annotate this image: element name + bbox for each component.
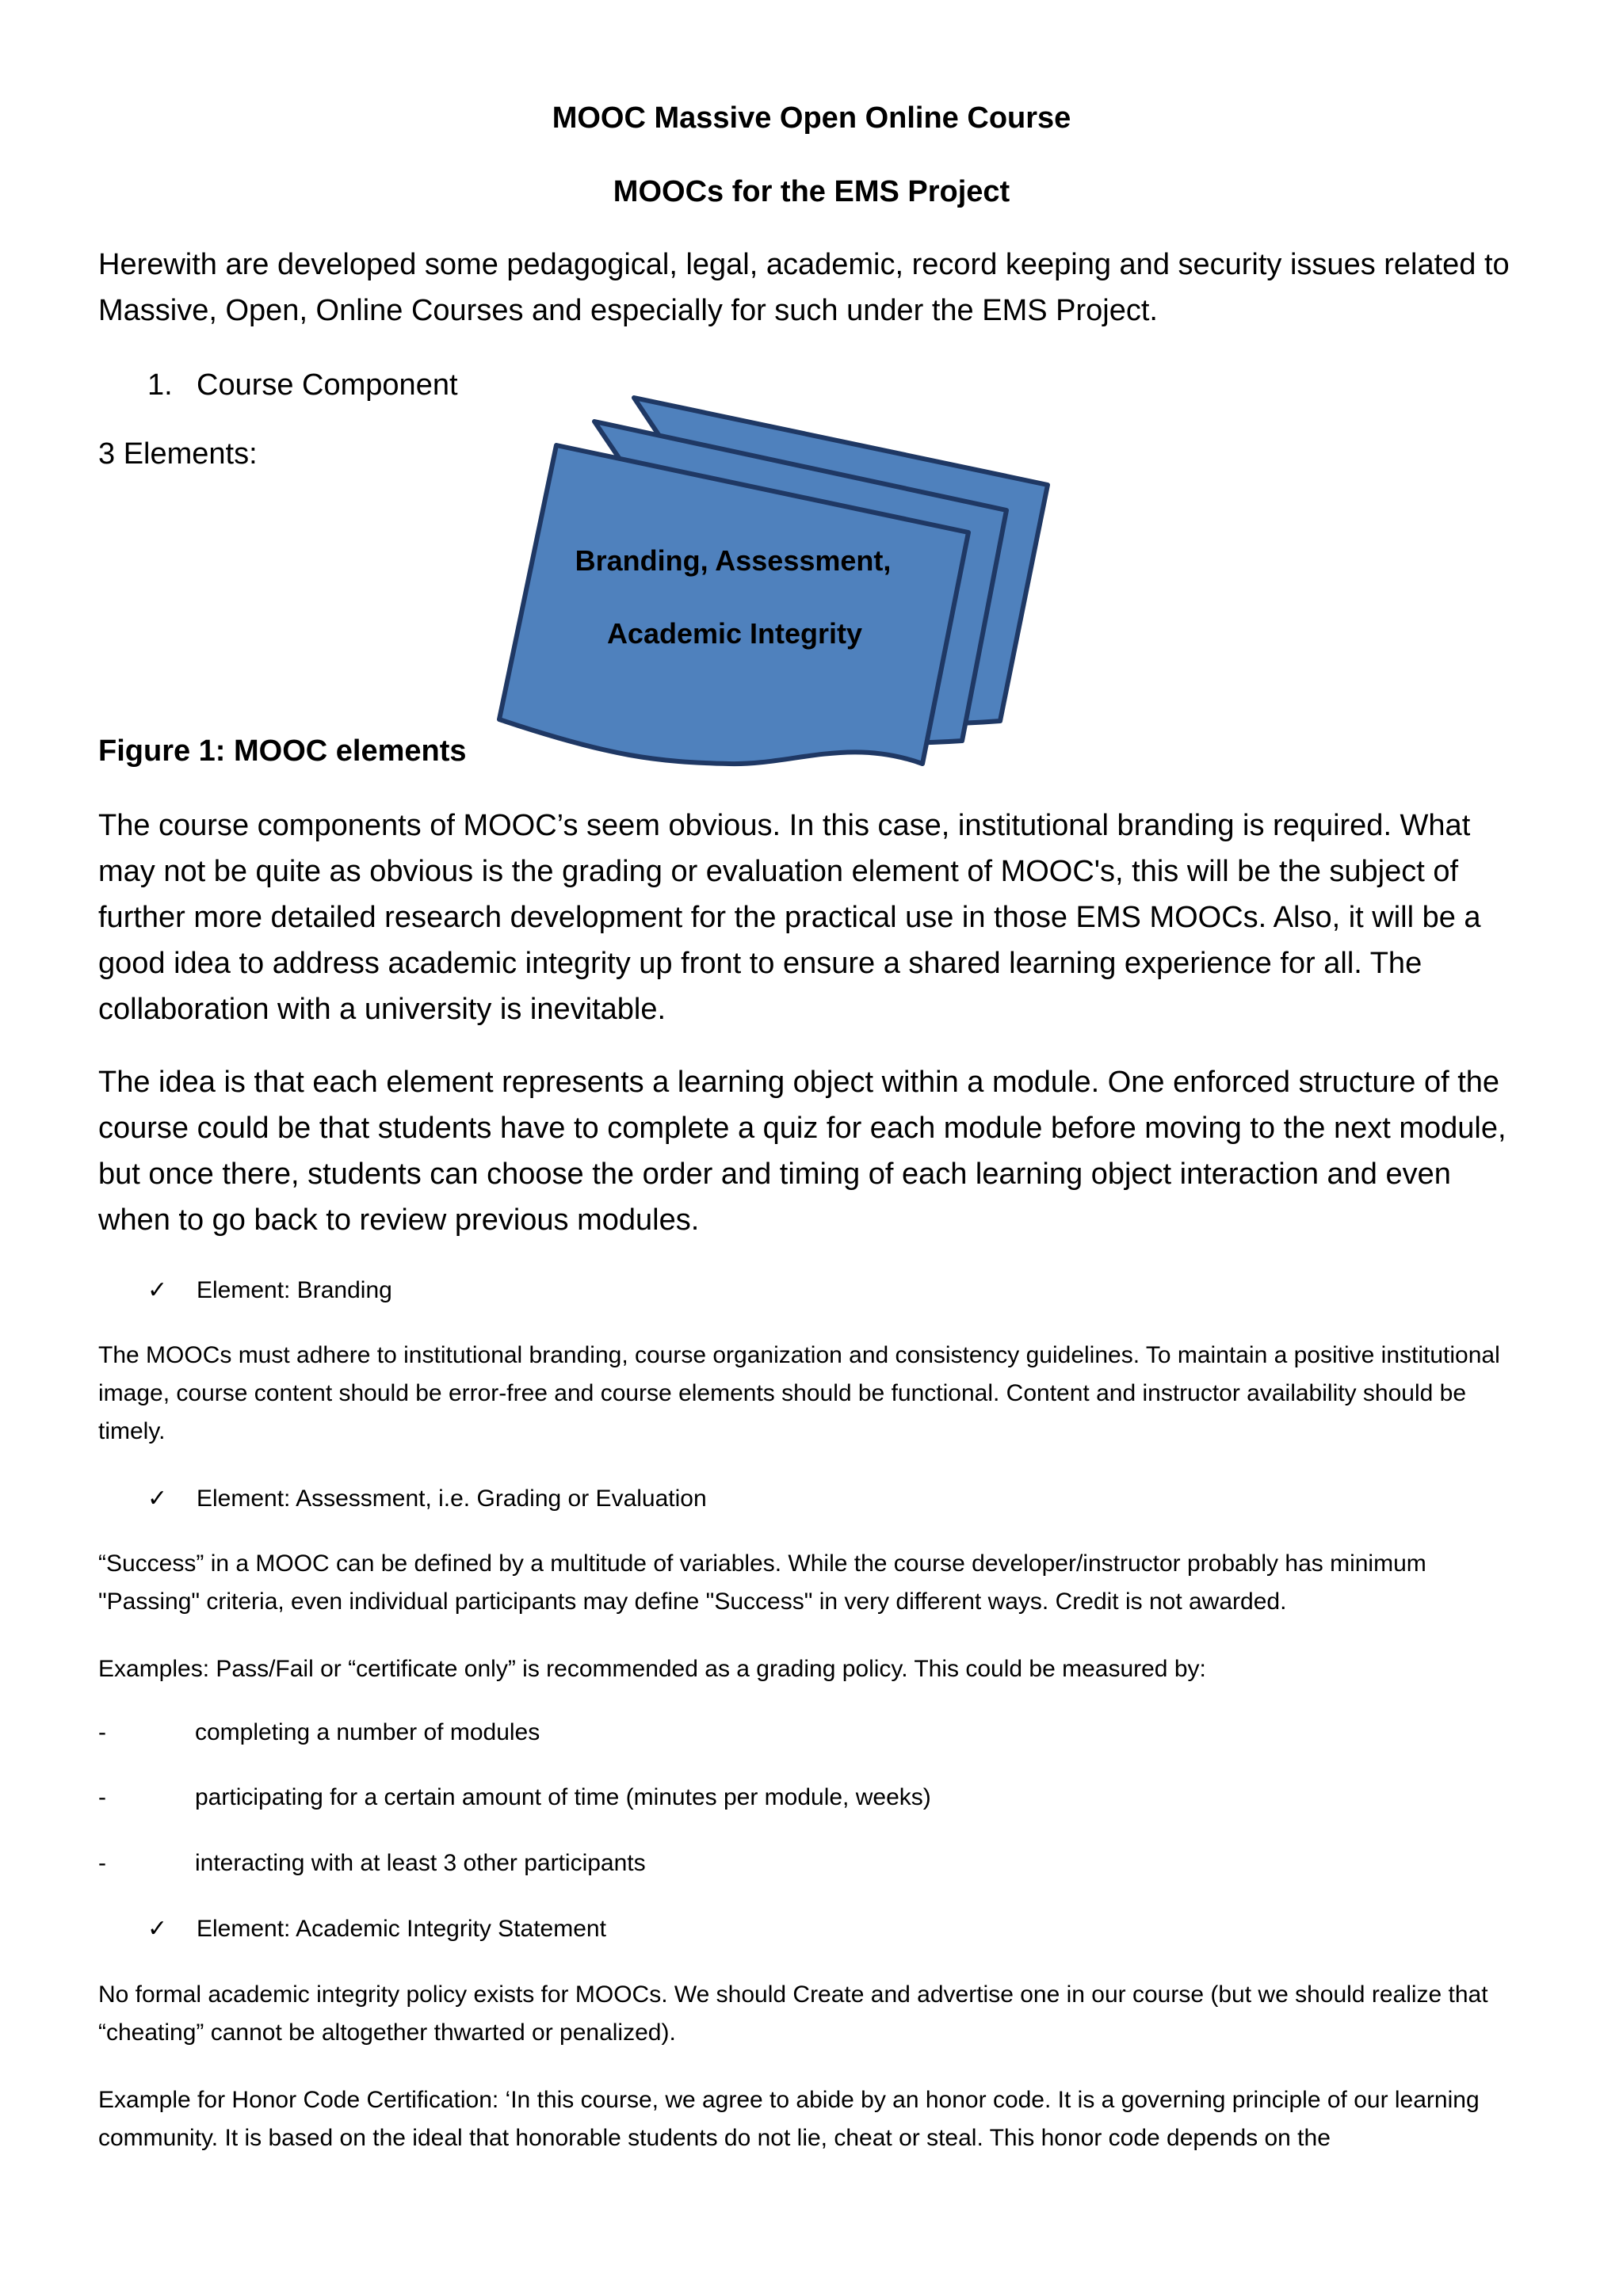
paragraph-integrity: No formal academic integrity policy exists for MOOCs. We should Create and advertise one in our course (but we should realize that “cheating” cannot be altogether thwarted or penalized). <box>98 1981 1488 2046</box>
paragraph-honor-code: Example for Honor Code Certification: ‘In this course, we agree to abide by an honor code. It is a governing principle of our learning community. It is based on the ideal that honorable students do not lie, cheat or steal. This honor code depends on the <box>98 2087 1480 2151</box>
list-item-text: interacting with at least 3 other participants <box>195 1850 646 1876</box>
figure-text-line-2: Academic Integrity <box>606 617 863 650</box>
checklist-label: Element: Branding <box>197 1277 392 1303</box>
paragraph-branding: The MOOCs must adhere to institutional branding, course organization and consistency guidelines. To maintain a positive institutional image, course content should be error-free and course elements should be functional. Content and instructor availability should be timely. <box>98 1342 1500 1444</box>
section-heading-course-component <box>147 367 458 403</box>
figure-text-line-1: Branding, Assessment, <box>575 544 892 577</box>
list-item <box>98 1717 540 1749</box>
paragraph-examples: Examples: Pass/Fail or “certificate only” is recommended as a grading policy. This could be measured by: <box>98 1656 1206 1682</box>
checklist-item-branding <box>147 1275 392 1306</box>
section-number: 1. <box>147 368 173 402</box>
checklist-label: Element: Assessment, i.e. Grading or Evaluation <box>197 1486 707 1512</box>
elements-label: 3 Elements: <box>98 437 258 471</box>
checklist-label: Element: Academic Integrity Statement <box>197 1916 606 1942</box>
checkmark-icon: ✓ <box>147 1916 168 1942</box>
figure-caption: Figure 1: MOOC elements <box>98 734 467 768</box>
checkmark-icon: ✓ <box>147 1277 168 1303</box>
paragraph-learning-object: The idea is that each element represents a learning object within a module. One enforced structure of the course could be that students have to complete a quiz for each module before moving to the next module, but once there, students can choose the order and timing of each learning object interaction and even when to go back to review previous modules. <box>98 1066 1507 1237</box>
checkmark-icon: ✓ <box>147 1486 168 1512</box>
intro-paragraph: Herewith are developed some pedagogical, legal, academic, record keeping and security issues related to Massive, Open, Online Courses and especially for such under the EMS Project. <box>98 248 1510 327</box>
list-item <box>98 1782 931 1814</box>
document-subtitle: MOOCs for the EMS Project <box>613 175 1010 208</box>
section-label: Course Component <box>197 368 458 402</box>
checklist-item-assessment <box>147 1483 707 1515</box>
paragraph-assessment: “Success” in a MOOC can be defined by a multitude of variables. While the course developer/instructor probably has minimum "Passing" criteria, even individual participants may define "Success" in very different ways. Credit is not awarded. <box>98 1550 1426 1615</box>
checklist-item-integrity <box>147 1913 606 1945</box>
document-title: MOOC Massive Open Online Course <box>552 101 1071 135</box>
dash-bullet: - <box>98 1719 106 1745</box>
list-item-text: completing a number of modules <box>195 1719 540 1745</box>
dash-bullet: - <box>98 1850 106 1876</box>
list-item <box>98 1848 646 1879</box>
paragraph-course-components: The course components of MOOC’s seem obvious. In this case, institutional branding is required. What may not be quite as obvious is the grading or evaluation element of MOOC's, this will be the subject of further more detailed research development for the practical use in those EMS MOOCs. Also, it will be a good idea to address academic integrity up front to ensure a shared learning experience for all. The collaboration with a university is inevitable. <box>98 809 1481 1026</box>
dash-bullet: - <box>98 1784 106 1810</box>
mooc-elements-figure <box>475 388 1070 776</box>
list-item-text: participating for a certain amount of time (minutes per module, weeks) <box>195 1784 931 1810</box>
